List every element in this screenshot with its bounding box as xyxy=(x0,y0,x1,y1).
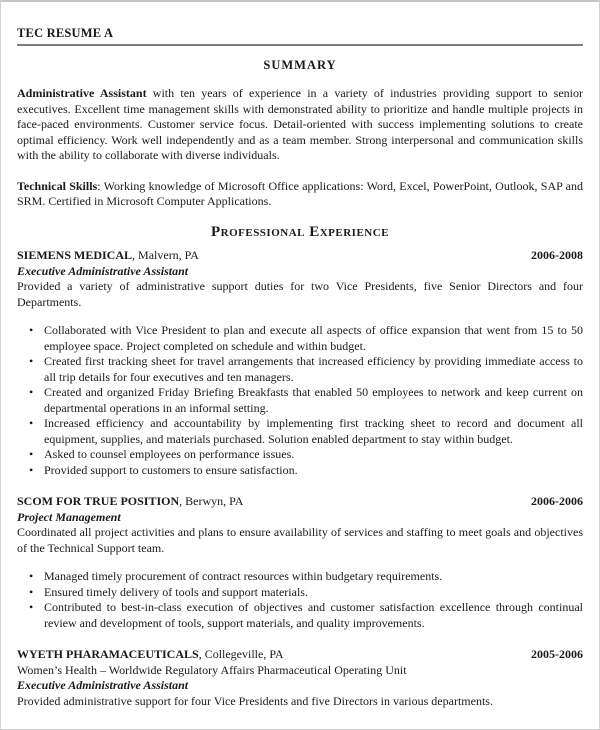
bullet-item: • Managed timely procurement of contract resources within budgetary requirements. xyxy=(17,569,583,585)
bullet-item: • Ensured timely delivery of tools and support materials. xyxy=(17,585,583,601)
bullet-item: • Increased efficiency and accountability by implementing first tracking sheet to record and document all equipment, supplies, and materials purchased. Solution enabled department to stay within budget. xyxy=(17,416,583,447)
technical-skills-text: : Working knowledge of Microsoft Office applications: Word, Excel, PowerPoint, Outlook, SAP and SRM. Certified in Microsoft Computer Applications. xyxy=(17,178,583,208)
bullet-item: • Provided support to customers to ensure satisfaction. xyxy=(17,463,583,479)
summary-lead: Administrative Assistant xyxy=(17,86,147,100)
job-subtitle: Women’s Health – Worldwide Regulatory Affairs Pharmaceutical Operating Unit xyxy=(17,662,407,677)
job-summary: Provided a variety of administrative support duties for two Vice Presidents, five Senior Directors and four Departments. xyxy=(17,279,583,309)
job-dates: 2005-2006 xyxy=(531,647,583,661)
technical-skills-paragraph xyxy=(17,179,583,210)
bullet-item: • Created first tracking sheet for travel arrangements that increased efficiency by providing immediate access to all trip details for four executives and ten managers. xyxy=(17,354,583,385)
job-dates: 2006-2008 xyxy=(531,248,583,262)
job-header xyxy=(17,494,583,510)
company-location: , Berwyn, PA xyxy=(179,494,244,508)
technical-skills-lead: Technical Skills xyxy=(17,178,98,193)
company-name: SCOM FOR TRUE POSITION xyxy=(17,494,180,508)
bullet-item: • Asked to counsel employees on performance issues. xyxy=(17,447,583,463)
job-title: Executive Administrative Assistant xyxy=(17,263,189,278)
job-title: Project Management xyxy=(17,509,121,524)
job-bullet-list xyxy=(17,323,583,478)
job-entry-wyeth xyxy=(17,647,583,709)
job-entry-siemens xyxy=(17,248,583,478)
job-entry-scom xyxy=(17,494,583,631)
job-summary: Provided administrative support for four Vice Presidents and five Directors in various departments. xyxy=(17,693,493,708)
job-title: Executive Administrative Assistant xyxy=(17,678,189,692)
job-company-line xyxy=(17,248,199,264)
company-name: SIEMENS MEDICAL xyxy=(17,248,133,262)
job-bullet-list xyxy=(17,569,583,631)
company-name: WYETH PHARAMACEUTICALS xyxy=(17,647,199,661)
experience-heading: Professional Experience xyxy=(210,223,390,240)
document-header xyxy=(17,26,583,46)
company-location: , Malvern, PA xyxy=(132,248,199,262)
job-header xyxy=(17,248,583,264)
company-location: , Collegeville, PA xyxy=(198,647,284,661)
job-company-line xyxy=(17,647,284,663)
bullet-item: • Collaborated with Vice President to plan and execute all aspects of office expansion that went from 15 to 50 employee space. Project completed on schedule and within budget. xyxy=(17,323,583,354)
job-header xyxy=(17,647,583,663)
job-company-line xyxy=(17,494,243,510)
bullet-item: • Contributed to best-in-class execution of objectives and customer satisfaction excellence through continual review and development of tools, support materials, and quality improvements. xyxy=(17,600,583,631)
summary-text: with ten years of experience in a variety of industries providing support to senior executives. Excellent time management skills with demonstrated ability to prioritize and handle multiple projects in face-paced environments. Customer service focus. Detail-oriented with success implementing solutions to create optimal efficiency. Work well independently and as a team member. Strong interpersonal and communication skills with the ability to collaborate with diverse individuals. xyxy=(17,86,584,162)
summary-paragraph xyxy=(17,86,583,164)
job-dates: 2006-2006 xyxy=(531,494,583,508)
summary-heading: SUMMARY xyxy=(263,57,337,72)
job-summary: Coordinated all project activities and plans to ensure availability of services and staffing to meet goals and objectives of the Technical Support team. xyxy=(17,525,583,555)
bullet-item: • Created and organized Friday Briefing Breakfasts that enabled 50 employees to network and keep current on departmental operations in an informal setting. xyxy=(17,385,583,416)
document-title: TEC RESUME A xyxy=(17,26,114,40)
